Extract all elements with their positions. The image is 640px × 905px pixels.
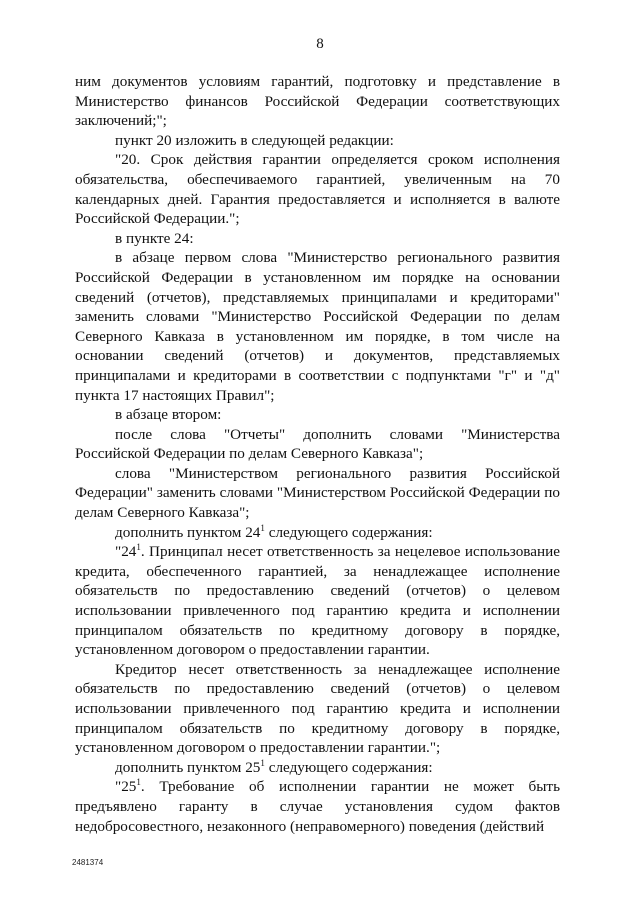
superscript: 1 <box>260 522 265 533</box>
text-run: . Требование об исполнении гарантии не может быть предъявлено гаранту в случае установления судом фактов недобросовестного, незаконного (неправомерного) поведения (действий <box>75 778 560 835</box>
superscript: 1 <box>136 777 141 788</box>
paragraph-point-24-1-intro <box>75 523 560 543</box>
document-body <box>75 72 560 836</box>
text-run: следующего содержания: <box>264 758 433 776</box>
paragraph-point-20-text: "20. Срок действия гарантии определяется сроком исполнения обязательства, обеспечиваемого гарантией, увеличенным на 70 календарных дней. Гарантия предоставляется и исполняется в валюте Российской Федерации."; <box>75 151 560 228</box>
superscript: 1 <box>260 757 265 768</box>
paragraph-point-20-intro: пункт 20 изложить в следующей редакции: <box>115 131 394 149</box>
paragraph-first-abzac: в абзаце первом слова "Министерство регионального развития Российской Федерации в установленном им порядке на основании сведений (отчетов), представляемых принципалами и кредиторами" заменить словами "Министерство Российской Федерации по делам Северного Кавказа в установленном им порядке, в том числе на основании сведений (отчетов) и документов, представляемых принципалами и кредиторами в соответствии с подпунктами "г" и "д" пункта 17 настоящих Правил"; <box>75 249 560 404</box>
text-run: "24 <box>115 543 137 561</box>
text-run: дополнить пунктом 24 <box>115 523 261 541</box>
text-run: "25 <box>115 778 137 796</box>
paragraph-point-25-1-text <box>75 777 560 836</box>
text-run: . Принципал несет ответственность за нецелевое использование кредита, обеспеченного гарантией, за ненадлежащее исполнение обязательств по предоставлению сведений (отчетов) о целевом использовании привлеченного под гарантию кредита и исполнении принципалом обязательств по кредитному договору в порядке, установленном договором о предоставлении гарантии. <box>75 543 560 659</box>
text-run: следующего содержания: <box>264 523 433 541</box>
paragraph-after-word: после слова "Отчеты" дополнить словами "Министерства Российской Федерации по делам Северного Кавказа"; <box>75 425 560 463</box>
paragraph-replace-words: слова "Министерством регионального развития Российской Федерации" заменить словами "Министерством Российской Федерации по делам Северного Кавказа"; <box>75 464 560 522</box>
text-run: дополнить пунктом 25 <box>115 758 261 776</box>
paragraph-continuation: ним документов условиям гарантий, подготовку и представление в Министерство финансов Российской Федерации соответствующих заключений;"; <box>75 73 560 130</box>
superscript: 1 <box>136 542 141 553</box>
page-number: 8 <box>316 36 324 52</box>
paragraph-point-25-1-intro <box>75 758 560 778</box>
paragraph-point-24-intro: в пункте 24: <box>115 229 194 247</box>
paragraph-point-24-1-principal <box>75 542 560 660</box>
paragraph-point-24-1-creditor: Кредитор несет ответственность за ненадлежащее исполнение обязательств по предоставлению сведений (отчетов) о целевом использовании привлеченного под гарантию кредита и исполнении принципалом обязательств по кредитному договору в порядке, установленном договором о предоставлении гарантии."; <box>75 660 560 757</box>
paragraph-second-abzac-intro: в абзаце втором: <box>115 406 222 424</box>
document-code: 2481374 <box>72 858 104 867</box>
